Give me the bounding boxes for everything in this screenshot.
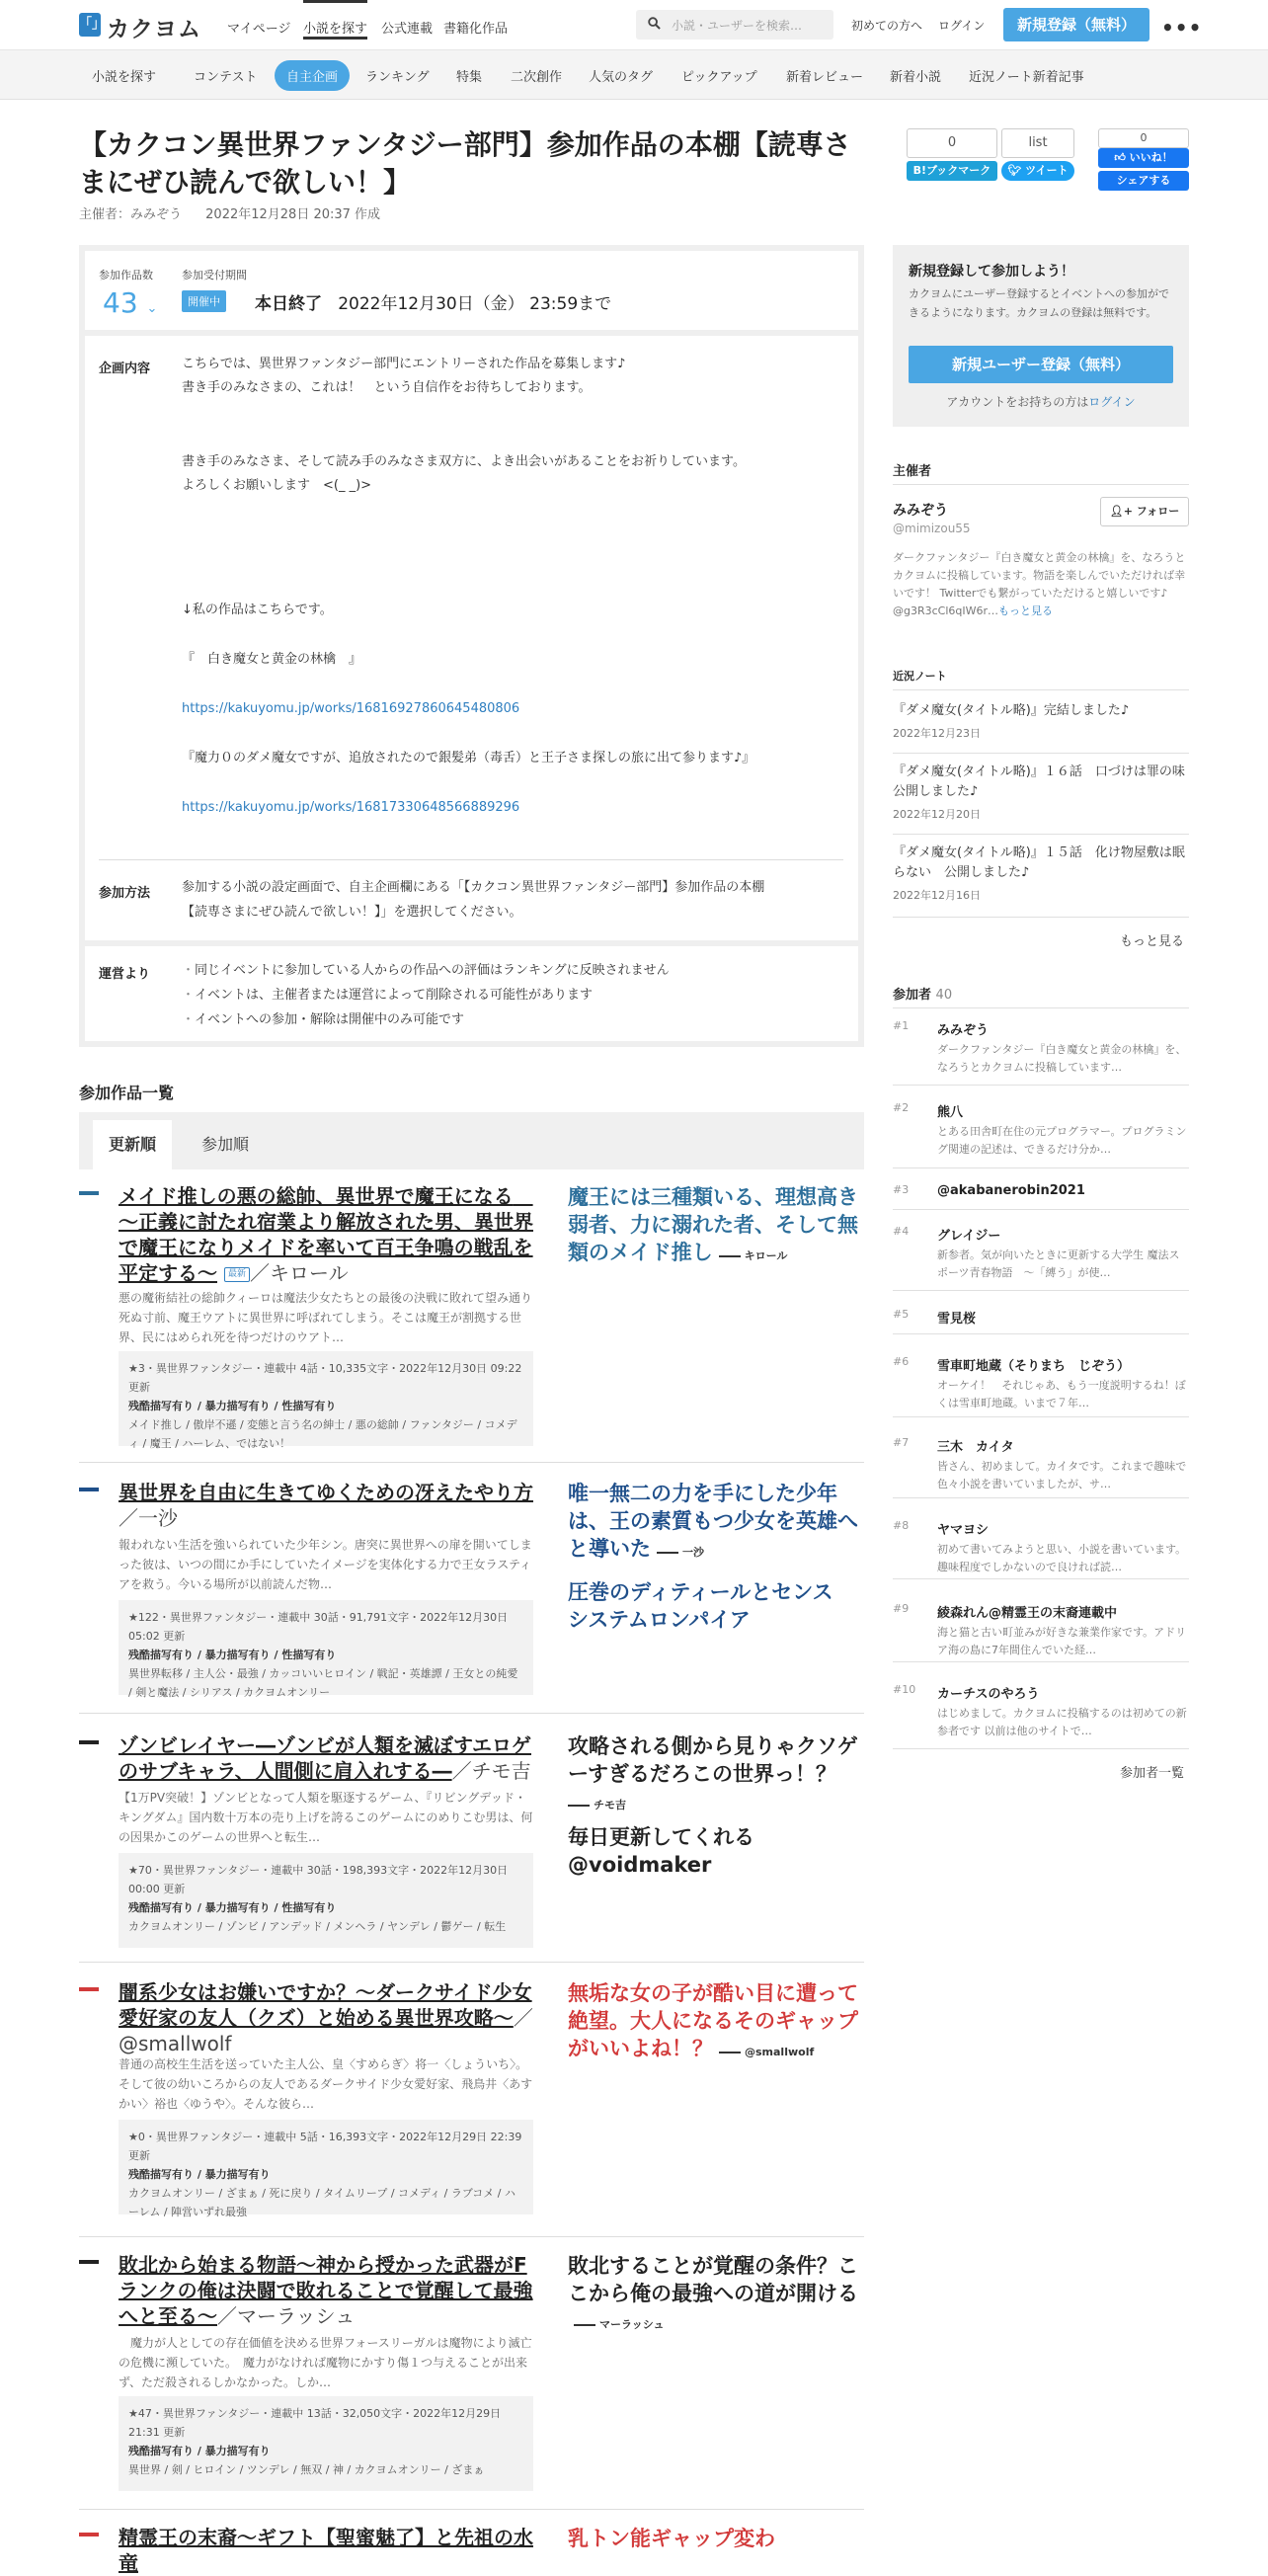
bookmark-count: 0 [907,128,997,158]
work-color-bar [79,2260,99,2264]
news-item[interactable] [893,763,1198,822]
participant-rank: #5 [893,1308,910,1321]
subnav-ranking[interactable]: ランキング [365,70,430,85]
logo-mark[interactable]: 「」 [79,13,101,37]
work-info [119,1600,533,1699]
subnav-new-reviews[interactable]: 新着レビュー [786,70,864,85]
work-tags[interactable]: 異世界 / 剣 / ヒロイン / ツンデレ / 無双 / 神 / カクヨムオンリー / ざまぁ [128,2463,485,2476]
review-text: 圧巻のディティールとセンス [568,1580,833,1604]
divider [893,1497,1189,1498]
participant-rank: #2 [893,1101,910,1114]
subnav-self-event[interactable]: 自主企画 [275,60,350,91]
method-line: 【読専さまにぜひ読んで欲しい！】」を選択してください。 [182,905,522,920]
divider [893,1578,1189,1579]
work-item [79,1183,864,1450]
note-item: ・ イベントへの参加・解除は開催中のみ可能です [182,1007,670,1032]
catch-author: チモ吉 [568,1799,626,1811]
catch-author: @smallwolf [719,2046,814,2058]
work-meta: ★122・異世界ファンタジー・連載中 30話・91,791文字・2022年12月30日 05:02 更新 [128,1611,509,1643]
work-link-1[interactable]: https://kakuyomu.jp/works/16816927860645480806 [182,701,520,716]
catch-author: マーラッシュ [574,2318,665,2331]
organizer-description [893,549,1189,620]
work-catchphrase [568,1732,864,1819]
facebook-box[interactable] [1098,128,1189,191]
work-catchphrase [568,2252,864,2339]
divider [893,1085,1189,1086]
notes-list [182,958,670,1032]
work-color-bar [79,1191,99,1195]
review-catchphrase [568,1578,864,1634]
work-title-text[interactable]: ゾンビレイヤー―ゾンビが人類を滅ぼすエロゲのサブキャラ、人間側に肩入れする― [119,1733,531,1783]
work-catchphrase [568,1979,864,2066]
notes-label: 運営より [99,967,151,982]
participant-rank: #10 [893,1683,916,1696]
participant-desc: 海と猫と古い町並みが好きな兼業作家です。アドリア海の島に7年間住んでいた経… [937,1626,1187,1656]
subnav-popular-tags[interactable]: 人気のタグ [589,70,654,85]
participant-name[interactable]: 熊八 [937,1105,964,1120]
work-link-2[interactable]: https://kakuyomu.jp/works/16817330648566889296 [182,800,520,815]
divider [893,1007,1189,1008]
news-item[interactable] [893,701,1189,741]
participant-name[interactable]: @akabanerobin2021 [937,1183,1085,1198]
work-item [79,2525,864,2575]
participant-desc: 新参者。気が向いたときに更新する大学生 魔法スポーツ青春物語 ～「縛う」が使… [937,1248,1180,1279]
news-title[interactable]: 『ダメ魔女(タイトル略)』１６話 口づけは罪の味 公開しました♪ [893,765,1198,799]
work-title[interactable] [119,1732,533,1784]
content-line: よろしくお願いします <(_ _)> [182,478,372,493]
tweet-label: ツイート [1025,164,1069,177]
work-catchphrase [568,2525,864,2552]
content-line: 『魔力０のダメ魔女ですが、追放されたので銀髪弟（毒舌）と王子さま探しの旅に出て参ります♪』 [182,751,755,765]
work-tags[interactable]: カクヨムオンリー / ざまぁ / 死に戻り / タイムリープ / コメディ / ラブコメ / ハーレム / 陣営いずれ最強 [128,2187,515,2218]
content-line: 書き手のみなさま、そして読み手のみなさま双方に、よき出会いがあることをお祈りしています。 [182,454,746,469]
thumbs-up-icon: 👍︎ [1114,151,1130,164]
subnav-new-notes[interactable]: 近況ノート新着記事 [969,70,1084,85]
divider [79,2236,864,2237]
site-header [0,0,1268,50]
tab-updated[interactable]: 更新順 [93,1120,172,1169]
works-section-title: 参加作品一覧 [79,1084,175,1102]
divider [79,1462,864,1463]
period-label: 参加受付期間 [182,269,247,282]
review-author: システムロンパイア [568,1608,751,1632]
page-title: 【カクコン異世界ファンタジー部門】参加作品の本棚【読専さまにぜひ読んで欲しい！】 [79,128,851,199]
created-date: 2022年12月28日 20:37 作成 [205,207,381,222]
work-catchphrase [568,1480,864,1567]
divider [893,1661,1189,1662]
review-catchphrase [568,1823,864,1879]
subnav-find[interactable]: 小説を探す [92,70,157,85]
like-button[interactable] [1098,148,1189,168]
work-color-bar [79,1740,99,1744]
list-count: list [1001,128,1074,158]
sub-navigation [0,50,1268,100]
divider [893,834,1189,835]
method-label: 参加方法 [99,886,151,901]
status-badge: 開催中 [182,290,226,312]
work-warnings: 残酷描写有り / 暴力描写有り / 性描写有り [128,1400,337,1412]
method-line: 参加する小説の設定画面で、自主企画欄にある「【カクコン異世界ファンタジー部門】参加作品の本棚 [182,880,765,895]
work-warnings: 残酷描写有り / 暴力描写有り / 性描写有り [128,1649,337,1661]
more-menu-icon[interactable]: ••• [1161,16,1203,40]
follow-label: フォロー [1136,505,1180,518]
participant-name[interactable]: 綾森れん@精霊王の末裔連載中 [937,1606,1118,1621]
news-title[interactable]: 『ダメ魔女(タイトル略)』１５話 化け物屋敷は眠らない 公開しました♪ [893,845,1185,880]
participant-desc: ダークファンタジー『白き魔女と黄金の林檎』を、なろうとカクヨムに投稿しています… [937,1043,1187,1074]
deadline-today: 本日終了 [255,294,322,314]
add-user-icon: 👤︎+ [1109,505,1137,518]
work-warnings: 残酷描写有り / 暴力描写有り / 性描写有り [128,1901,337,1914]
catch-text: 無垢な女の子が酷い目に遭って絶望。大人になるそのギャップがいいよね！？ [568,1981,858,2060]
search-input[interactable] [636,10,833,40]
follow-button[interactable] [1100,497,1189,526]
divider [893,1290,1189,1291]
login-prefix: アカウントをお持ちの方は [946,395,1089,409]
search-icon [648,17,661,30]
catch-text: 攻略される側から見りゃクソゲーすぎるだろこの世界っ！？ [568,1734,858,1786]
work-author[interactable]: ／一沙 [119,1506,178,1530]
subnav-fanfic[interactable]: 二次創作 [511,70,563,85]
sidebar-login-link[interactable]: ログイン [1088,395,1136,409]
news-title[interactable]: 『ダメ魔女(タイトル略)』完結しました♪ [893,703,1130,718]
divider [893,917,1189,918]
work-meta: ★47・異世界ファンタジー・連載中 13話・32,050文字・2022年12月29日 21:31 更新 [128,2407,502,2439]
participant-rank: #3 [893,1183,910,1196]
work-info [119,1853,533,1948]
note-item: ・ 同じイベントに参加している人からの作品への評価はランキングに反映されません [182,958,670,983]
news-date: 2022年12月20日 [893,808,981,821]
news-date: 2022年12月23日 [893,727,981,740]
nav-official-serial[interactable]: 公式連載 [381,22,434,37]
participants-count: 40 [935,988,953,1003]
work-tags[interactable]: 異世界転移 / 主人公・最強 / カッコいいヒロイン / 戦記・英雄譚 / 王女との純愛 / 剣と魔法 / シリアス / カクヨムオンリー [128,1667,518,1699]
content-label: 企画内容 [99,362,151,376]
participant-desc: はじめまして。カクヨムに投稿するのは初めての新参者です 以前は他のサイトで… [937,1707,1187,1737]
participants-heading [893,984,952,1003]
subnav-new-novels[interactable]: 新着小説 [890,70,942,85]
subnav-contest[interactable]: コンテスト [194,70,258,85]
twitter-bird-icon: 🐦︎ [1007,164,1026,177]
divider [893,1416,1189,1417]
news-heading: 近況ノート [893,670,947,683]
divider [893,1748,1189,1749]
content-line: こちらでは、異世界ファンタジー部門にエントリーされた作品を募集します♪ [182,357,626,371]
catch-text: 唯一無二の力を手にした少年は、王の素質もつ少女を英雄へと導いた [568,1482,858,1561]
review-text: 毎日更新してくれる [568,1825,754,1849]
work-catchphrase [568,1183,864,1270]
participant-desc: 初めて書いてみようと思い、小説を書いています。趣味程度でしかないので良ければ読… [937,1543,1187,1573]
work-item [79,1732,864,1960]
organizer-desc-text: ダークファンタジー『白き魔女と黄金の林檎』を、なろうとカクヨムに投稿しています。物語を楽しんでいただければ幸いです！ Twitterでも繋がっていただけると嬉しいです♪ @g3R3cCl6qIW6r… [893,551,1186,617]
participant-desc: とある田舎町在住の元プログラマー。プログラミング関連の記述は、できるだけ分か… [937,1125,1187,1156]
work-title-text[interactable]: メイド推しの悪の総帥、異世界で魔王になる ～正義に討たれ宿業より解放された男、異世界で魔王になりメイドを率いて百王争鳴の戦乱を平定する～ [119,1184,533,1285]
page-meta [79,203,400,222]
divider [893,753,1189,754]
nav-published-works[interactable]: 書籍化作品 [443,22,509,37]
work-item [79,1480,864,1717]
participant-name[interactable]: ヤマヨシ [937,1523,990,1538]
work-info [119,2396,533,2491]
work-intro: 悪の魔術結社の総帥クィーロは魔法少女たちとの最後の決戦に敗れて望み通り死ぬ寸前、魔王ウアトに異世界に呼ばれてしまう。そこは魔王が割拠する世界、民にはめられ死を待つだけのウアト… [119,1291,533,1344]
catch-author: キロール [719,1249,788,1262]
work-title[interactable] [119,1480,533,1531]
divider [99,859,843,860]
work-color-bar [79,2533,99,2536]
divider [79,2509,864,2510]
participant-rank: #9 [893,1602,910,1615]
participant-rank: #7 [893,1436,910,1449]
deadline [255,289,611,314]
organizer-heading: 主催者 [893,464,932,479]
work-title-text[interactable]: 異世界を自由に生きてゆくための冴えたやり方 [119,1481,533,1504]
login-prompt [893,393,1189,410]
catch-text: 魔王には三種類いる、理想高き弱者、力に溺れた者、そして無類のメイド推し [568,1185,858,1264]
review-author: @voidmaker [568,1853,712,1877]
divider [893,1209,1189,1210]
work-warnings: 残酷描写有り / 暴力描写有り [128,2168,271,2181]
signup-button[interactable]: 新規ユーザー登録（無料） [909,346,1173,383]
catch-author: 一沙 [657,1546,704,1559]
participant-rank: #4 [893,1225,910,1238]
signup-title: 新規登録して参加しよう！ [909,264,1074,280]
nav-find-novels[interactable]: 小説を探す [303,18,367,40]
nav-mypage[interactable]: マイページ [227,22,291,37]
catch-text: 敗北することが覚醒の条件？ここから俺の最強への道が開ける [568,2254,858,2305]
beginner-link[interactable]: 初めての方へ [851,19,923,33]
participant-rank: #6 [893,1355,910,1368]
news-date: 2022年12月16日 [893,889,981,902]
divider [893,484,1189,485]
entry-count[interactable] [103,286,157,319]
work-author[interactable]: ／マーラッシュ [217,2304,356,2328]
note-item: ・ イベントは、主催者または運営によって削除される可能性があります [182,983,670,1007]
chevron-down-icon: ⌄ [146,301,158,316]
entry-count-value: 43 [103,286,138,319]
participant-name[interactable]: 雪車町地蔵（そりまち じぞう） [937,1359,1131,1374]
work-intro: 魔力が人としての存在価値を決める世界フォースリーガルは魔物により滅亡の危機に瀕していた。 魔力がなければ魔物にかすり傷１つ与えることが出来ず、ただ殺されるしかなかった。しか… [119,2336,532,2389]
like-label: いいね！ [1129,151,1173,164]
participants-heading-text: 参加者 [893,988,932,1003]
participant-name[interactable]: カーチスのやろう [937,1687,1040,1702]
work-tags[interactable]: メイド推し / 傲岸不遜 / 変態と言う名の紳士 / 悪の総帥 / ファンタジー / コメディ / 魔王 / ハーレム、ではない！ [128,1418,517,1450]
participant-name[interactable]: 雪見桜 [937,1312,977,1327]
work-intro: 普通の高校生生活を送っていた主人公、皇〈すめらぎ〉将一〈しょういち〉。そして彼の幼いころからの友人であるダークサイド少女愛好家、飛鳥井〈あすかい〉裕也〈ゆうや〉。そんな彼ら… [119,2057,533,2111]
work-warnings: 残酷描写有り / 暴力描写有り [128,2445,271,2457]
subnav-pickup[interactable]: ピックアップ [681,70,757,85]
event-body [85,336,858,940]
search-placeholder: 小説・ユーザーを検索… [672,19,803,33]
signup-text: カクヨムにユーザー登録するとイベントへの参加ができるようになります。カクヨムの登録は無料です。 [909,287,1169,319]
participant-desc: オーケイ！ それじゃあ、もう一度説明するね！ぼくは雪車町地蔵。いまで７年… [937,1379,1186,1409]
content-line: 書き手のみなさまの、これは！ という自信作をお待ちしております。 [182,380,592,395]
new-badge: 最新 [224,1267,250,1282]
work-info [119,1351,533,1450]
work-color-bar [79,1488,99,1491]
divider [79,1962,864,1963]
catch-text: 乳トン能ギャップ変わ [568,2527,775,2550]
organizer-id: @mimizou55 [893,522,971,535]
work-meta: ★70・異世界ファンタジー・連載中 30話・198,393文字・2022年12月30日 00:00 更新 [128,1864,509,1895]
participant-name[interactable]: みみぞう [937,1023,990,1038]
news-item[interactable] [893,844,1189,903]
logo-text[interactable]: カクヨム [107,17,201,42]
participant-rank: #1 [893,1019,910,1032]
count-label: 参加作品数 [99,269,153,282]
organizer-more-link[interactable]: もっと見る [998,604,1054,617]
deadline-date: 2022年12月30日（金） 23:59まで [338,294,612,314]
work-title[interactable] [119,1979,533,2056]
work-item [79,1979,864,2216]
work-info [119,2120,533,2218]
participant-rank: #8 [893,1519,910,1532]
work-title[interactable] [119,2525,533,2576]
work-author[interactable]: ／チモ吉 [451,1759,531,1783]
work-tags[interactable]: カクヨムオンリー / ゾンビ / アンデッド / メンヘラ / ヤンデレ / 鬱ゲー / 転生 [128,1920,507,1933]
work-meta: ★0・異世界ファンタジー・連載中 5話・16,393文字・2022年12月29日 22:39 更新 [128,2131,522,2162]
participant-desc: 皆さん、初めまして。カイタです。これまで趣味で色々小説を書いていましたが、サ… [937,1460,1187,1490]
divider [893,689,1189,690]
organizer-label[interactable]: 主催者：みみぞう [79,207,183,222]
subnav-feature[interactable]: 特集 [456,70,483,85]
news-more-link[interactable]: もっと見る [1120,934,1185,949]
work-title-text[interactable]: 闇系少女はお嫌いですか？～ダークサイド少女愛好家の友人（クズ）と始める異世界攻略～ [119,1980,532,2030]
tweet-box[interactable] [1001,128,1074,181]
content-line: ↓私の作品はこちらです。 [182,603,333,617]
hatena-bookmark[interactable] [907,128,997,181]
tab-joined[interactable]: 参加順 [201,1135,250,1154]
divider [893,1333,1189,1334]
bookmark-button[interactable]: B!ブックマーク [907,161,997,181]
like-count: 0 [1098,128,1189,148]
work-intro: 【1万PV突破！】ゾンビとなって人類を駆逐するゲーム、『リビングデッド・キングダム』国内数十万本の売り上げを誇るこのゲームにのめりこむ男は、何の因果かこのゲームの世界へと転生… [119,1791,533,1844]
work-title-text[interactable]: 敗北から始まる物語～神から授かった武器がFランクの俺は決闘で敗れることで覚醒して最強へと至る～ [119,2253,533,2328]
participant-name[interactable]: 三木 カイタ [937,1440,1014,1455]
work-title[interactable] [119,1183,533,1286]
organizer-name[interactable]: みみぞう [893,503,948,519]
participant-name[interactable]: グレイジー [937,1229,1001,1244]
work-author[interactable]: ／キロール [249,1261,349,1285]
work-item [79,2252,864,2489]
fb-share-button[interactable]: シェアする [1098,171,1189,191]
divider [893,1167,1189,1168]
tweet-button[interactable] [1001,161,1074,181]
signup-panel [893,245,1189,427]
work-title[interactable] [119,2252,533,2329]
participants-more-link[interactable]: 参加者一覧 [1120,1766,1185,1781]
divider [79,1713,864,1714]
work-author[interactable]: ／@smallwolf [119,2006,533,2055]
work-color-bar [79,1987,99,1991]
work-meta: ★3・異世界ファンタジー・連載中 4話・10,335文字・2022年12月30日 09:22 更新 [128,1362,522,1394]
register-button[interactable]: 新規登録（無料） [1003,8,1149,41]
works-tabs [79,1112,864,1169]
login-link[interactable]: ログイン [938,19,986,33]
work-title-text[interactable]: 精霊王の末裔～ギフト【聖蜜魅了】と先祖の水竜 [119,2526,533,2575]
content-line: 『 白き魔女と黄金の林檎 』 [182,652,362,667]
work-intro: 報われない生活を強いられていた少年シン。唐突に異世界への扉を開いてしまった彼は、いつの間にか手にしていたイメージを実体化する力で王女ラスティアを救う。今いる場所が以前読んだ物… [119,1538,532,1591]
